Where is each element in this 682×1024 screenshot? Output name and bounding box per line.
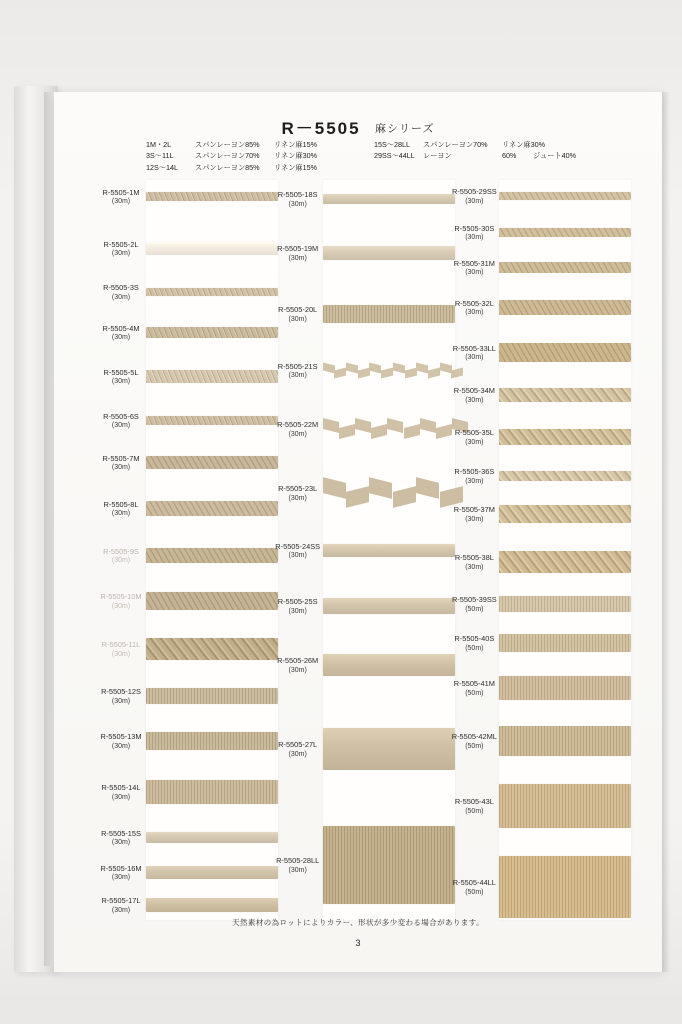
swatch-label — [447, 187, 501, 206]
composition-legend — [146, 140, 576, 173]
legend-row — [374, 151, 576, 161]
swatch-label — [94, 412, 148, 431]
swatch-length: (50m) — [465, 644, 484, 652]
swatch-label — [447, 553, 501, 572]
swatch-r-5505-20l — [323, 305, 455, 323]
swatch-label — [447, 679, 501, 698]
swatch-label — [271, 244, 325, 263]
swatch-length: (50m) — [465, 888, 484, 896]
swatch-label — [271, 856, 325, 875]
legend-blend: リネン麻15% — [274, 162, 317, 172]
swatch-code: R-5505-1M — [102, 187, 140, 197]
swatch-label — [447, 634, 501, 653]
swatch-length: (30m) — [288, 552, 307, 560]
swatch-label — [447, 505, 501, 524]
swatch-length: (30m) — [111, 697, 131, 705]
sample-column-1 — [94, 180, 271, 920]
sample-column-3 — [447, 180, 624, 920]
swatch-length: (30m) — [111, 874, 131, 882]
swatch-r-5505-32l — [499, 300, 631, 315]
swatch-code: R-5505-30S — [454, 223, 495, 233]
swatch-code: R-5505-15S — [101, 828, 141, 838]
swatch-r-5505-23l — [323, 480, 455, 506]
swatch-label — [94, 864, 148, 883]
swatch-r-5505-4m — [146, 327, 278, 338]
swatch-r-5505-5l — [146, 370, 278, 383]
swatch-label — [271, 484, 325, 503]
swatch-length: (30m) — [288, 315, 307, 323]
swatch-code: R-5505-21S — [277, 361, 318, 371]
legend-material: スパンレーヨン70% — [423, 140, 488, 149]
swatch-length: (30m) — [111, 250, 131, 258]
legend-column-right — [374, 140, 576, 173]
swatch-code: R-5505-39SS — [451, 595, 497, 604]
swatch-length: (30m) — [288, 494, 307, 502]
swatch-label — [271, 420, 325, 439]
swatch-length: (30m) — [111, 906, 131, 914]
swatch-label — [447, 797, 501, 816]
swatch-r-5505-11l — [146, 638, 278, 660]
swatch-code: R-5505-10M — [100, 592, 142, 601]
sample-columns — [94, 180, 624, 920]
swatch-label — [271, 740, 325, 759]
swatch-r-5505-12s — [146, 688, 278, 704]
swatch-label — [271, 190, 325, 209]
swatch-label — [94, 188, 148, 207]
swatch-r-5505-16m — [146, 866, 278, 879]
swatch-code: R-5505-20L — [278, 305, 318, 314]
swatch-length: (50m) — [465, 807, 484, 815]
swatch-code: R-5505-5L — [103, 367, 139, 377]
swatch-label — [94, 368, 148, 387]
swatch-label — [94, 829, 148, 848]
legend-row — [146, 140, 317, 150]
swatch-code: R-5505-4M — [102, 323, 140, 333]
swatch-code: R-5505-35L — [454, 428, 494, 437]
legend-blend: ジュート40% — [533, 151, 576, 161]
swatch-r-5505-33ll — [499, 343, 631, 362]
swatch-length: (30m) — [111, 650, 131, 658]
legend-material: スパンレーヨン85% — [195, 162, 260, 172]
page-title: R－5505 — [281, 119, 361, 138]
swatch-code: R-5505-26M — [277, 656, 319, 665]
swatch-r-5505-37m — [499, 505, 631, 523]
swatch-length: (50m) — [465, 605, 484, 613]
swatch-label — [94, 732, 148, 751]
swatch-length: (30m) — [288, 200, 307, 208]
swatch-label — [94, 687, 148, 706]
swatch-length: (30m) — [111, 793, 131, 801]
swatch-r-5505-14l — [146, 780, 278, 804]
swatch-label — [447, 299, 501, 318]
swatch-r-5505-9s — [146, 548, 278, 563]
swatch-code: R-5505-12S — [101, 687, 141, 696]
swatch-label — [447, 878, 501, 897]
swatch-length: (30m) — [111, 198, 131, 206]
swatch-code: R-5505-27L — [278, 740, 318, 749]
swatch-length: (30m) — [465, 438, 484, 446]
swatch-label — [94, 240, 148, 259]
swatch-length: (30m) — [465, 197, 484, 205]
swatch-length: (30m) — [465, 563, 484, 571]
legend-code: 1M・2L — [146, 140, 172, 149]
swatch-label — [94, 592, 148, 611]
swatch-length: (30m) — [465, 234, 484, 242]
swatch-code: R-5505-40S — [454, 634, 495, 643]
swatch-length: (30m) — [111, 293, 131, 301]
sample-column-2 — [271, 180, 448, 920]
swatch-code: R-5505-19M — [277, 244, 319, 253]
legend-row — [146, 151, 317, 161]
swatch-r-5505-34m — [499, 388, 631, 402]
swatch-r-5505-35l — [499, 429, 631, 445]
swatch-r-5505-15s — [146, 832, 278, 843]
swatch-r-5505-41m — [499, 676, 631, 700]
swatch-code: R-5505-41M — [453, 679, 495, 688]
swatch-code: R-5505-14L — [101, 783, 141, 792]
swatch-code: R-5505-24SS — [275, 541, 321, 551]
swatch-length: (30m) — [288, 666, 307, 674]
catalog-sheet — [54, 92, 662, 972]
swatch-length: (30m) — [465, 309, 484, 317]
swatch-code: R-5505-2L — [103, 239, 139, 249]
swatch-length: (30m) — [288, 430, 307, 438]
swatch-label — [94, 324, 148, 343]
swatch-label — [447, 467, 501, 486]
swatch-r-5505-43l — [499, 784, 631, 828]
swatch-r-5505-2l — [146, 242, 278, 255]
swatch-length: (50m) — [465, 742, 484, 750]
swatch-length: (30m) — [465, 396, 484, 404]
swatch-label — [94, 547, 148, 566]
swatch-length: (30m) — [288, 372, 307, 380]
swatch-length: (30m) — [111, 557, 131, 565]
swatch-r-5505-44ll — [499, 856, 631, 918]
swatch-length: (30m) — [111, 510, 131, 518]
swatch-length: (30m) — [465, 477, 484, 485]
swatch-code: R-5505-9S — [103, 546, 139, 556]
swatch-length: (30m) — [288, 607, 307, 615]
legend-blend: リネン麻30% — [274, 151, 317, 161]
page-number: 3 — [355, 938, 361, 948]
swatch-code: R-5505-32L — [454, 298, 494, 308]
label-stack — [447, 180, 501, 920]
swatch-r-5505-25s — [323, 598, 455, 614]
legend-column-left — [146, 140, 317, 173]
legend-row — [146, 163, 317, 173]
swatch-length: (30m) — [288, 866, 307, 874]
swatch-r-5505-42ml — [499, 726, 631, 756]
swatch-r-5505-39ss — [499, 596, 631, 612]
swatch-length: (30m) — [111, 839, 131, 847]
swatch-r-5505-6s — [146, 416, 278, 425]
swatch-code: R-5505-16M — [100, 863, 142, 873]
sheet-header — [54, 114, 662, 139]
swatch-label — [447, 428, 501, 447]
page-subtitle: 麻シリーズ — [375, 123, 435, 135]
swatch-label — [447, 595, 501, 614]
swatch-length: (30m) — [111, 334, 131, 342]
swatch-label — [271, 362, 325, 381]
swatch-r-5505-29ss — [499, 192, 631, 200]
sheet-surface — [54, 92, 662, 972]
label-stack — [94, 180, 148, 920]
legend-material: スパンレーヨン70% — [195, 151, 260, 161]
legend-blend-pct: 60% — [502, 151, 517, 161]
swatch-code: R-5505-18S — [277, 190, 318, 199]
swatch-length: (30m) — [111, 378, 131, 386]
swatch-length: (30m) — [288, 750, 307, 758]
swatch-r-5505-28ll — [323, 826, 455, 904]
legend-blend: リネン麻30% — [502, 140, 545, 149]
swatch-code: R-5505-36S — [454, 467, 495, 476]
swatch-code: R-5505-11L — [101, 640, 141, 649]
swatch-label — [271, 305, 325, 324]
swatch-r-5505-36s — [499, 471, 631, 481]
swatch-r-5505-17l — [146, 898, 278, 912]
swatch-label — [447, 386, 501, 405]
swatch-length: (30m) — [111, 422, 131, 430]
legend-material: レーヨン — [423, 151, 452, 161]
swatch-r-5505-10m — [146, 592, 278, 610]
swatch-length: (30m) — [288, 254, 307, 262]
swatch-code: R-5505-22M — [277, 420, 319, 429]
legend-code: 12S～14L — [146, 162, 178, 172]
swatch-label — [94, 896, 148, 915]
legend-blend: リネン麻15% — [274, 140, 317, 149]
swatch-label — [271, 656, 325, 675]
swatch-code: R-5505-28LL — [276, 856, 320, 865]
swatch-code: R-5505-7M — [102, 453, 140, 463]
swatch-code: R-5505-34M — [453, 386, 495, 395]
swatch-r-5505-3s — [146, 288, 278, 296]
swatch-label — [447, 732, 501, 751]
disclaimer-note: 天然素材の為ロットによりカラー、形状が多少変わる場合があります。 — [232, 918, 484, 927]
swatch-r-5505-22m — [323, 420, 455, 438]
swatch-code: R-5505-13M — [100, 732, 142, 741]
swatch-r-5505-8l — [146, 501, 278, 516]
swatch-code: R-5505-37M — [453, 505, 495, 514]
swatch-r-5505-21s — [323, 364, 455, 377]
swatch-r-5505-38l — [499, 551, 631, 573]
swatch-r-5505-31m — [499, 262, 631, 273]
swatch-code: R-5505-38L — [454, 553, 494, 562]
swatch-r-5505-7m — [146, 456, 278, 469]
swatch-r-5505-24ss — [323, 544, 455, 557]
swatch-label — [94, 454, 148, 473]
swatch-code: R-5505-3S — [103, 283, 139, 292]
swatch-code: R-5505-43L — [454, 797, 494, 806]
swatch-length: (30m) — [111, 602, 131, 610]
swatch-r-5505-13m — [146, 732, 278, 750]
swatch-length: (30m) — [465, 515, 484, 523]
swatch-code: R-5505-31M — [453, 258, 495, 268]
legend-row — [374, 140, 576, 150]
swatch-label — [447, 259, 501, 278]
swatch-r-5505-30s — [499, 228, 631, 237]
swatch-length: (30m) — [465, 354, 484, 362]
legend-code: 29SS～44LL — [374, 151, 415, 161]
swatch-r-5505-27l — [323, 728, 455, 770]
swatch-length: (30m) — [111, 464, 131, 472]
label-stack — [271, 180, 325, 920]
swatch-length: (30m) — [111, 742, 131, 750]
legend-code: 15S～28LL — [374, 140, 410, 149]
swatch-label — [447, 224, 501, 243]
swatch-r-5505-18s — [323, 194, 455, 204]
swatch-r-5505-40s — [499, 634, 631, 652]
swatch-code: R-5505-17L — [101, 896, 141, 905]
swatch-label — [94, 500, 148, 519]
swatch-r-5505-1m — [146, 192, 278, 201]
swatch-length: (50m) — [465, 689, 484, 697]
swatch-label — [94, 783, 148, 802]
swatch-code: R-5505-23L — [278, 484, 318, 493]
swatch-code: R-5505-6S — [103, 411, 139, 421]
sheet-edge-shadow — [662, 92, 670, 972]
swatch-code: R-5505-25S — [277, 597, 318, 606]
swatch-code: R-5505-8L — [103, 499, 139, 509]
swatch-label — [271, 597, 325, 616]
swatch-code: R-5505-33LL — [452, 343, 496, 353]
swatch-label — [447, 344, 501, 363]
swatch-label — [271, 542, 325, 561]
swatch-label — [94, 640, 148, 659]
swatch-code: R-5505-42ML — [451, 732, 497, 741]
swatch-r-5505-26m — [323, 654, 455, 676]
swatch-code: R-5505-29SS — [451, 187, 497, 196]
swatch-code: R-5505-44LL — [452, 878, 496, 887]
swatch-r-5505-19m — [323, 246, 455, 260]
legend-material: スパンレーヨン85% — [195, 140, 260, 149]
swatch-label — [94, 283, 148, 302]
swatch-length: (30m) — [465, 269, 484, 277]
legend-code: 3S～11L — [146, 151, 174, 161]
